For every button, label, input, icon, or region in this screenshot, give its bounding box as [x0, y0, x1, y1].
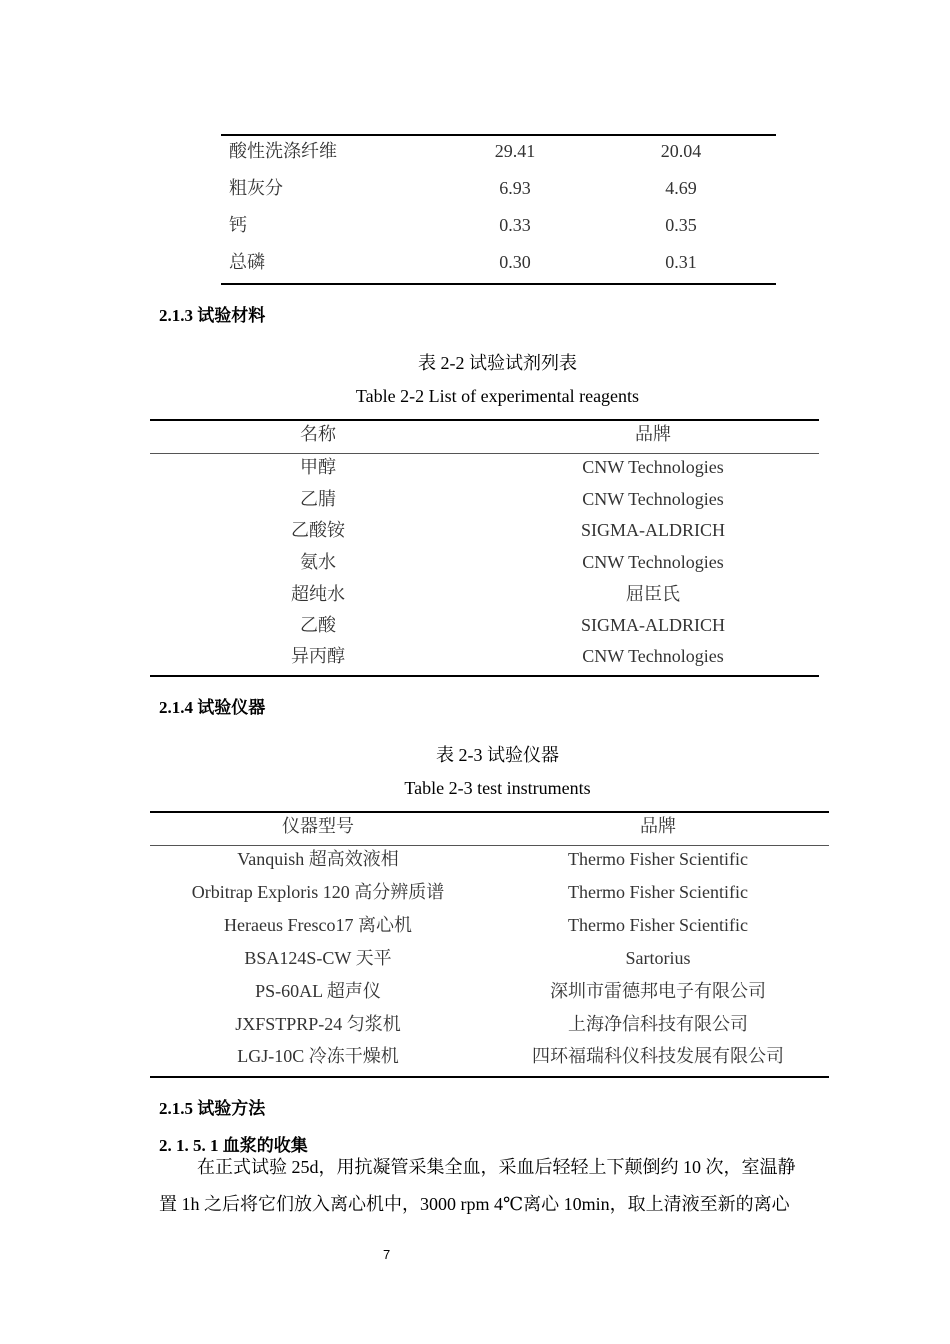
instrument-model: LGJ-10C 冷冻干燥机: [237, 1046, 399, 1066]
reagent-brand: CNW Technologies: [582, 552, 724, 572]
reagent-name: 异丙醇: [291, 646, 345, 666]
table-bottom-rule: [221, 283, 776, 285]
instrument-brand: 四环福瑞科仪科技发展有限公司: [532, 1046, 784, 1066]
instrument-brand: Thermo Fisher Scientific: [568, 849, 748, 869]
table-top-rule: [150, 419, 819, 421]
instrument-brand: 深圳市雷德邦电子有限公司: [550, 981, 766, 1001]
header-rule: [150, 453, 819, 454]
row-value: 0.35: [665, 215, 697, 235]
section-heading: 2.1.3 试验材料: [159, 306, 266, 325]
column-header: 仪器型号: [282, 816, 354, 836]
column-header: 品牌: [635, 424, 671, 444]
table-top-rule: [221, 134, 776, 136]
header-rule: [150, 845, 829, 846]
paragraph-line: 置 1h 之后将它们放入离心机中，3000 rpm 4℃离心 10min，取上清液至新的离心: [159, 1194, 790, 1214]
reagent-brand: SIGMA-ALDRICH: [581, 520, 725, 540]
table-caption-en: Table 2-3 test instruments: [404, 778, 591, 798]
table-bottom-rule: [150, 1076, 829, 1078]
reagent-name: 乙腈: [300, 489, 336, 509]
reagent-brand: CNW Technologies: [582, 646, 724, 666]
row-name: 酸性洗涤纤维: [229, 141, 337, 161]
row-value: 20.04: [660, 141, 702, 161]
instrument-model: PS-60AL 超声仪: [255, 981, 381, 1001]
section-heading: 2.1.4 试验仪器: [159, 698, 266, 717]
row-value: 29.41: [494, 141, 536, 161]
reagent-brand: 屈臣氏: [626, 584, 680, 604]
paragraph-line: 在正式试验 25d，用抗凝管采集全血，采血后轻轻上下颠倒约 10 次，室温静: [197, 1157, 796, 1177]
reagent-brand: CNW Technologies: [582, 457, 724, 477]
table-caption-cn: 表 2-3 试验仪器: [436, 745, 559, 765]
table-top-rule: [150, 811, 829, 813]
table-caption-en: Table 2-2 List of experimental reagents: [355, 386, 640, 406]
reagent-name: 乙酸: [300, 615, 336, 635]
row-value: 0.30: [499, 252, 531, 272]
instrument-model: Vanquish 超高效液相: [237, 849, 399, 869]
row-name: 粗灰分: [229, 178, 283, 198]
table-caption-cn: 表 2-2 试验试剂列表: [418, 353, 577, 373]
instrument-model: Heraeus Fresco17 离心机: [224, 915, 412, 935]
row-value: 4.69: [665, 178, 697, 198]
reagent-brand: SIGMA-ALDRICH: [581, 615, 725, 635]
instrument-model: JXFSTPRP-24 匀浆机: [235, 1014, 401, 1034]
row-name: 钙: [229, 215, 247, 235]
section-heading: 2.1.5 试验方法: [159, 1099, 266, 1118]
row-name: 总磷: [229, 252, 265, 272]
reagent-name: 乙酸铵: [291, 520, 345, 540]
instrument-model: BSA124S-CW 天平: [244, 948, 392, 968]
row-value: 6.93: [499, 178, 531, 198]
row-value: 0.31: [665, 252, 697, 272]
column-header: 品牌: [640, 816, 676, 836]
reagent-name: 甲醇: [300, 457, 336, 477]
instrument-brand: Sartorius: [625, 948, 691, 968]
instrument-brand: Thermo Fisher Scientific: [568, 915, 748, 935]
column-header: 名称: [300, 424, 336, 444]
reagent-brand: CNW Technologies: [582, 489, 724, 509]
instrument-brand: 上海净信科技有限公司: [568, 1014, 748, 1034]
instrument-brand: Thermo Fisher Scientific: [568, 882, 748, 902]
subsection-heading: 2. 1. 5. 1 血浆的收集: [159, 1136, 308, 1155]
reagent-name: 超纯水: [291, 584, 345, 604]
instrument-model: Orbitrap Exploris 120 高分辨质谱: [191, 882, 445, 902]
row-value: 0.33: [499, 215, 531, 235]
table-bottom-rule: [150, 675, 819, 677]
page-number: 7: [383, 1247, 391, 1262]
reagent-name: 氨水: [300, 552, 336, 572]
